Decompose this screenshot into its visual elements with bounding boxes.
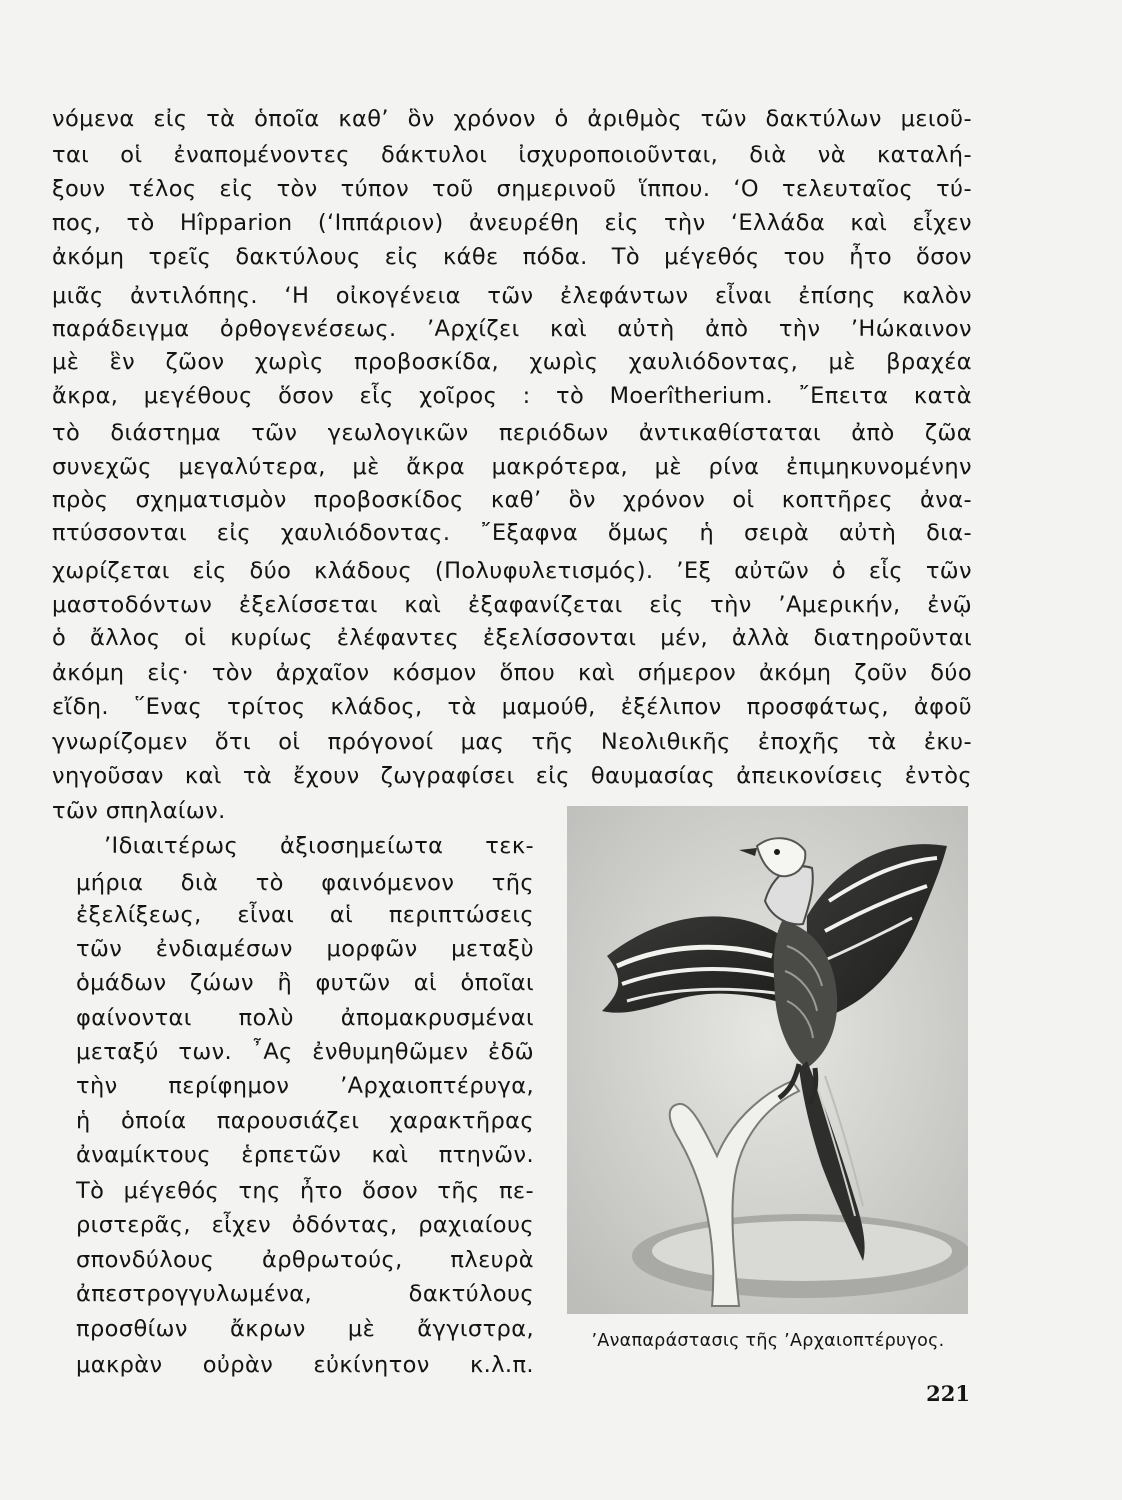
- text-line: ἀκόμη εἰς· τὸν ἀρχαῖον κόσμον ὅπου καὶ σήμερον ἀκόμη ζοῦν δύο: [52, 660, 972, 686]
- text-line: ἀπεστρογγυλωμένα, δακτύλους: [76, 1281, 534, 1307]
- text-line: ὁμάδων ζώων ἢ φυτῶν αἱ ὁποῖαι: [76, 970, 534, 996]
- page-number: 221: [926, 1381, 970, 1406]
- text-line: ριστερᾶς, εἶχεν ὀδόντας, ραχιαίους: [76, 1212, 534, 1238]
- text-line: πρὸς σχηματισμὸν προβοσκίδος καθ’ ὃν χρόνον οἱ κοπτῆρες ἀνα-: [52, 487, 972, 513]
- text-line: συνεχῶς μεγαλύτερα, μὲ ἄκρα μακρότερα, μὲ ρίνα ἐπιμηκυνομένην: [52, 454, 972, 480]
- text-line: χωρίζεται εἰς δύο κλάδους (Πολυφυλετισμός). ’Εξ αὐτῶν ὁ εἷς τῶν: [52, 558, 972, 584]
- text-line: νηγοῦσαν καὶ τὰ ἔχουν ζωγραφίσει εἰς θαυμασίας ἀπεικονίσεις ἐντὸς: [52, 763, 972, 789]
- text-line: μὲ ἓν ζῶον χωρὶς προβοσκίδα, χωρὶς χαυλιόδοντας, μὲ βραχέα: [52, 349, 972, 375]
- text-line: ξουν τέλος εἰς τὸν τύπον τοῦ σημερινοῦ ἵππου. ‘Ο τελευταῖος τύ-: [52, 176, 972, 202]
- text-line: τῶν ἐνδιαμέσων μορφῶν μεταξὺ: [76, 936, 534, 962]
- text-line: ἀκόμη τρεῖς δακτύλους εἰς κάθε πόδα. Τὸ μέγεθός του ἦτο ὅσον: [52, 244, 972, 270]
- text-line: σπονδύλους ἀρθρωτούς, πλευρὰ: [76, 1247, 534, 1273]
- text-line: μιᾶς ἀντιλόπης. ‘Η οἰκογένεια τῶν ἐλεφάντων εἶναι ἐπίσης καλὸν: [52, 283, 972, 309]
- text-line: γνωρίζομεν ὅτι οἱ πρόγονοί μας τῆς Νεολιθικῆς ἐποχῆς τὰ ἐκυ-: [52, 729, 972, 755]
- text-line: παράδειγμα ὀρθογενέσεως. ’Αρχίζει καὶ αὐτὴ ἀπὸ τὴν ’Ηώκαινον: [52, 316, 972, 342]
- text-line: μαστοδόντων ἐξελίσσεται καὶ ἐξαφανίζεται εἰς τὴν ’Αμερικήν, ἐνῷ: [52, 592, 972, 618]
- text-line: μεταξύ των. ῏Ας ἐνθυμηθῶμεν ἐδῶ: [76, 1039, 534, 1065]
- text-line: τὸ διάστημα τῶν γεωλογικῶν περιόδων ἀντικαθίσταται ἀπὸ ζῶα: [52, 420, 972, 446]
- text-line: ἄκρα, μεγέθους ὅσον εἷς χοῖρος : τὸ Moerîtherium. ῎Επειτα κατὰ: [52, 383, 972, 409]
- text-line: ται οἱ ἐναπομένοντες δάκτυλοι ἰσχυροποιοῦνται, διὰ νὰ καταλή-: [52, 142, 972, 168]
- text-line: τῶν σπηλαίων.: [52, 798, 226, 824]
- text-line: ’Ιδιαιτέρως ἀξιοσημείωτα τεκ-: [104, 833, 534, 859]
- text-line: ἐξελίξεως, εἶναι αἱ περιπτώσεις: [76, 902, 534, 928]
- text-line: τὴν περίφημον ’Αρχαιοπτέρυγα,: [76, 1073, 534, 1099]
- text-line: φαίνονται πολὺ ἀπομακρυσμέναι: [76, 1005, 534, 1031]
- text-line: νόμενα εἰς τὰ ὁποῖα καθ’ ὃν χρόνον ὁ ἀριθμὸς τῶν δακτύλων μειοῦ-: [52, 106, 972, 132]
- text-line: προσθίων ἄκρων μὲ ἄγγιστρα,: [76, 1316, 534, 1342]
- text-line: ἀναμίκτους ἑρπετῶν καὶ πτηνῶν.: [76, 1142, 534, 1168]
- text-line: εἴδη. ῞Ενας τρίτος κλάδος, τὰ μαμούθ, ἐξέλιπον προσφάτως, ἀφοῦ: [52, 694, 972, 720]
- text-line: πος, τὸ Hîpparion (‘Ιππάριον) ἀνευρέθη εἰς τὴν ‘Ελλάδα καὶ εἶχεν: [52, 210, 972, 236]
- figure-caption: ’Αναπαράστασις τῆς ’Αρχαιοπτέρυγος.: [591, 1331, 945, 1351]
- text-line: μακρὰν οὐρὰν εὐκίνητον κ.λ.π.: [76, 1352, 534, 1378]
- text-line: ὁ ἄλλος οἱ κυρίως ἐλέφαντες ἐξελίσσονται μέν, ἀλλὰ διατηροῦνται: [52, 625, 972, 651]
- text-line: ἡ ὁποία παρουσιάζει χαρακτῆρας: [76, 1108, 534, 1134]
- archaeopteryx-photo: [567, 806, 968, 1314]
- text-line: μήρια διὰ τὸ φαινόμενον τῆς: [76, 870, 534, 896]
- text-line: Τὸ μέγεθός της ἦτο ὅσον τῆς πε-: [76, 1178, 534, 1204]
- text-line: πτύσσονται εἰς χαυλιόδοντας. ῎Εξαφνα ὅμως ἡ σειρὰ αὐτὴ δια-: [52, 520, 972, 546]
